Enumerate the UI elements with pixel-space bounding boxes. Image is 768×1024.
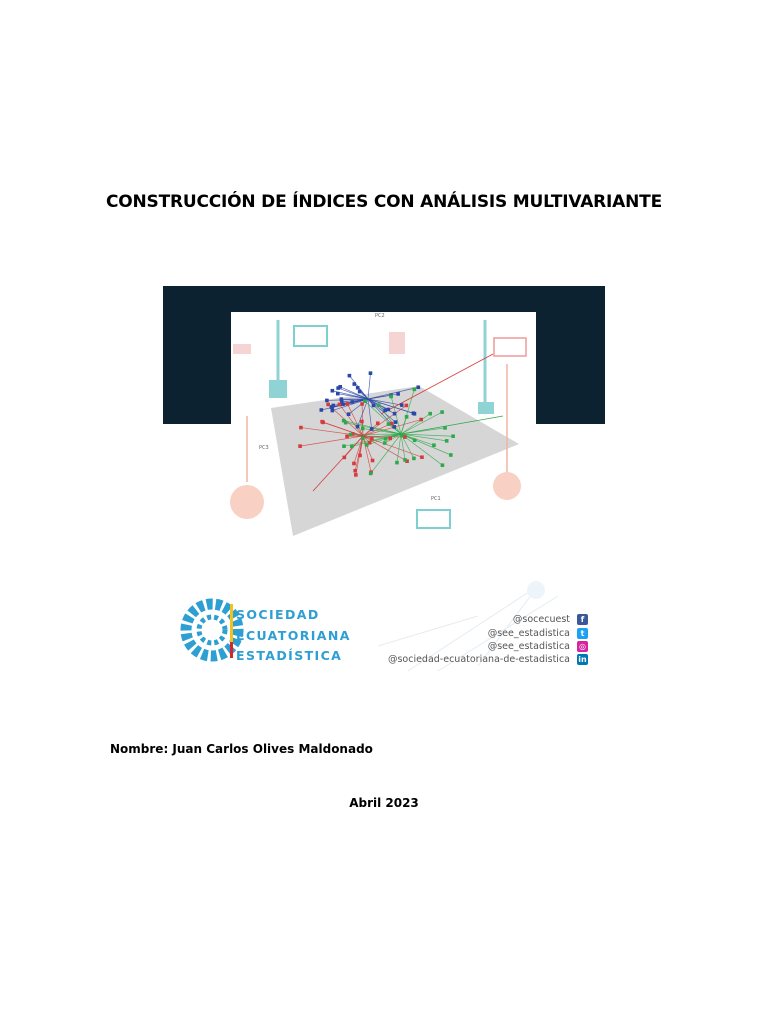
cluster-green-point	[395, 461, 399, 465]
cluster-green-point	[365, 443, 369, 447]
cluster-green-point	[377, 403, 381, 407]
axis-label-pc1: PC1	[431, 496, 441, 502]
cluster-red-point	[352, 462, 356, 466]
cluster-red-point	[299, 426, 303, 430]
social-linkedin-handle[interactable]: @sociedad-ecuatoriana-de-estadistica	[387, 654, 570, 665]
cover-figure	[163, 286, 605, 541]
cluster-red-point	[320, 420, 324, 424]
cluster-red-point	[343, 456, 347, 460]
cluster-red-point	[371, 459, 375, 463]
cluster-green-point	[413, 438, 417, 442]
cluster-green-point	[349, 433, 353, 437]
cluster-red-point	[338, 403, 342, 407]
cluster-green-point	[428, 412, 432, 416]
cluster-blue-point	[416, 385, 420, 389]
cluster-green-point	[441, 463, 445, 467]
deco-circle	[230, 485, 264, 519]
cluster-red-point	[346, 402, 350, 406]
cluster-red-point	[360, 420, 364, 424]
cluster-blue-point	[348, 374, 352, 378]
cluster-red-point	[358, 454, 362, 458]
document-date: Abril 2023	[349, 796, 419, 810]
cluster-green-point	[389, 395, 393, 399]
cluster-blue-point	[356, 386, 360, 390]
cluster-blue-point	[350, 400, 354, 404]
deco-circle	[493, 472, 521, 500]
deco-box	[233, 344, 251, 354]
twitter-icon[interactable]: t	[577, 628, 588, 639]
cluster-blue-point	[331, 404, 335, 408]
cluster-blue-point	[358, 390, 362, 394]
cluster-blue-point	[387, 408, 391, 412]
cluster-green-point	[383, 441, 387, 445]
social-facebook-handle[interactable]: @socecuest	[512, 614, 570, 625]
axis-label-pc3: PC3	[259, 445, 269, 451]
deco-box	[269, 380, 287, 398]
cluster-blue-point	[352, 382, 356, 386]
cluster-green-point	[350, 445, 354, 449]
cluster-blue-point	[392, 425, 396, 429]
cluster-red-point	[376, 421, 380, 425]
cluster-blue-point	[383, 409, 387, 413]
cluster-blue-point	[394, 420, 398, 424]
cluster-green-point	[387, 422, 391, 426]
logo-icon	[186, 604, 238, 658]
cluster-blue-point	[356, 425, 360, 429]
cluster-blue-point	[320, 408, 324, 412]
cluster-red-point	[326, 403, 330, 407]
axis-label-pc2: PC2	[375, 313, 385, 319]
deco-box	[389, 332, 405, 354]
cluster-blue-point	[370, 427, 374, 431]
cluster-green-point	[445, 439, 449, 443]
cluster-green-point	[443, 426, 447, 430]
society-banner	[178, 576, 598, 676]
cluster-blue-point	[369, 371, 373, 375]
banner-dot	[527, 581, 545, 599]
cluster-green-point	[342, 419, 346, 423]
cluster-red-point	[298, 444, 302, 448]
facebook-icon[interactable]: f	[577, 614, 588, 625]
author-line: Nombre: Juan Carlos Olives Maldonado	[110, 742, 373, 756]
cluster-green-point	[413, 388, 417, 392]
cluster-green-point	[403, 458, 407, 462]
cluster-blue-point	[347, 412, 351, 416]
cluster-blue-point	[393, 412, 397, 416]
cluster-red-point	[390, 422, 394, 426]
logo-line-3: ESTADÍSTICA	[236, 648, 343, 663]
cluster-green-point	[400, 433, 404, 437]
cluster-red-point	[353, 469, 357, 473]
cluster-green-point	[384, 437, 388, 441]
cluster-green-point	[449, 453, 453, 457]
cluster-green-point	[440, 410, 444, 414]
page-title: CONSTRUCCIÓN DE ÍNDICES CON ANÁLISIS MULTIVARIANTE	[106, 192, 662, 212]
cluster-red-point	[419, 418, 423, 422]
instagram-icon[interactable]: ◎	[577, 641, 588, 652]
cluster-green-point	[369, 472, 373, 476]
cluster-green-point	[363, 399, 367, 403]
cluster-red-point	[405, 404, 409, 408]
cluster-blue-point	[338, 385, 342, 389]
cluster-green-point	[412, 457, 416, 461]
cluster-blue-point	[413, 412, 417, 416]
cluster-red-point	[388, 437, 392, 441]
cluster-green-point	[405, 415, 409, 419]
cluster-green-point	[342, 444, 346, 448]
cluster-red-point	[354, 473, 358, 477]
social-instagram-handle[interactable]: @see_estadistica	[487, 641, 570, 652]
linkedin-icon[interactable]: in	[578, 655, 587, 664]
cluster-blue-point	[336, 392, 340, 396]
cluster-blue-point	[325, 399, 329, 403]
cluster-green-point	[451, 434, 455, 438]
logo-line-1: SOCIEDAD	[236, 607, 320, 622]
cluster-red-point	[420, 455, 424, 459]
cluster-blue-point	[396, 392, 400, 396]
social-twitter-handle[interactable]: @see_estadistica	[487, 628, 570, 639]
cluster-red-point	[345, 435, 349, 439]
logo-line-2: ECUATORIANA	[236, 628, 351, 643]
cluster-blue-point	[372, 404, 376, 408]
deco-box	[478, 402, 494, 414]
cluster-green-point	[361, 436, 365, 440]
cluster-red-point	[370, 437, 374, 441]
cluster-blue-point	[400, 403, 404, 407]
cluster-green-point	[361, 427, 365, 431]
cluster-blue-point	[331, 389, 335, 393]
cluster-green-point	[432, 443, 436, 447]
